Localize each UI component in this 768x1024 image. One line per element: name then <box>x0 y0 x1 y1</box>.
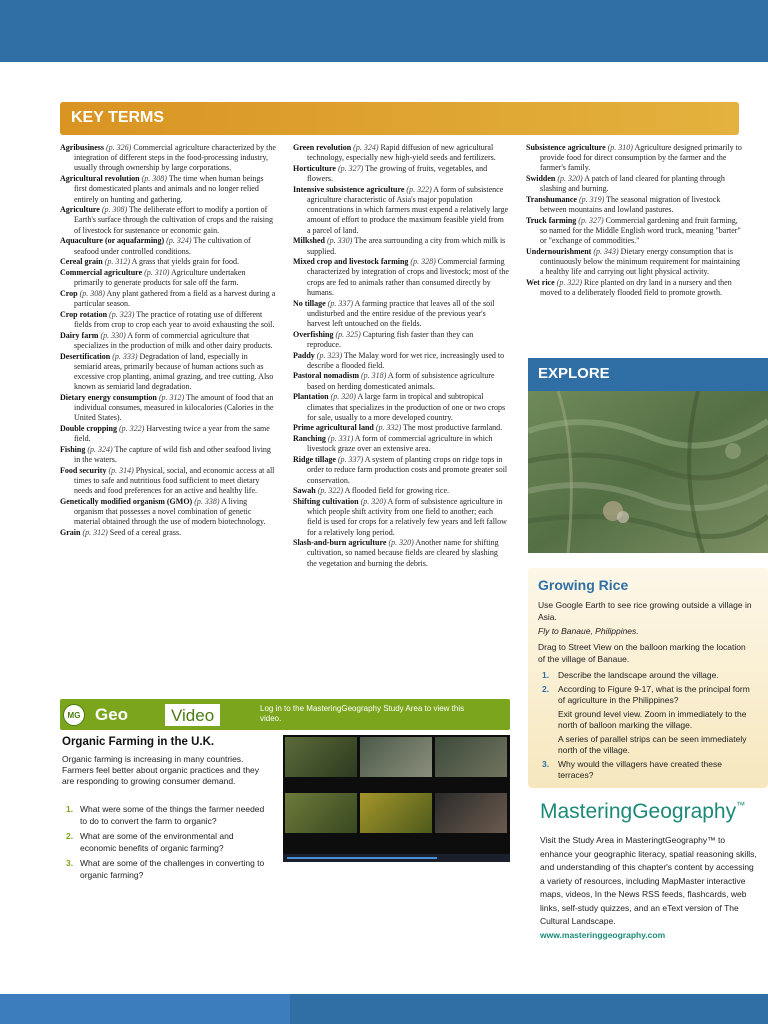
geovideo-logo-right: Video <box>165 704 220 726</box>
explore-activity-box <box>528 568 768 788</box>
key-term-entry <box>60 445 276 465</box>
key-term-name: Prime agricultural land <box>293 423 374 433</box>
key-term-entry <box>60 174 276 205</box>
key-terms-column-3 <box>526 143 742 299</box>
key-term-entry <box>293 392 509 423</box>
video-thumbnail[interactable] <box>435 737 507 777</box>
key-term-name: Crop <box>60 288 78 298</box>
video-thumbnail[interactable] <box>360 793 432 833</box>
key-term-name: Ridge tillage <box>293 455 336 465</box>
key-term-definition: A large farm in tropical and subtropical climates that specializes in the production of one or two crops for sale, usually to a more developed country. <box>307 392 506 422</box>
key-term-entry <box>526 216 742 247</box>
explore-step: 1. Describe the landscape around the village. <box>542 670 719 680</box>
key-term-name: Desertification <box>60 351 111 361</box>
key-terms-column-2 <box>293 143 509 569</box>
key-term-name: Aquaculture (or aquafarming) <box>60 236 165 246</box>
explore-intro: Use Google Earth to see rice growing outside a village in Asia. <box>538 600 752 622</box>
explore-steps <box>542 670 757 784</box>
key-term-page: (p. 320) <box>330 392 356 402</box>
key-term-entry <box>60 143 276 174</box>
key-term-definition: A living organism that possesses a novel combination of genetic material obtained through the use of modern biotechnology. <box>74 496 266 527</box>
key-term-page: (p. 343) <box>593 247 619 257</box>
key-term-page: (p. 318) <box>361 371 387 381</box>
key-term-definition: Degradation of land, especially in semiarid areas, primarily because of human actions such as excessive crop planting, animal grazing, and tree cutting. Also known as semiarid land degradation. <box>74 351 274 392</box>
key-term-page: (p. 327) <box>578 215 604 225</box>
key-term-name: Double cropping <box>60 423 117 433</box>
key-term-page: (p. 310) <box>144 267 170 277</box>
key-term-entry <box>293 299 509 330</box>
video-progress-bar[interactable] <box>287 857 437 859</box>
key-term-name: Swidden <box>526 174 556 184</box>
key-term-page: (p. 308) <box>141 174 167 184</box>
explore-fly-to: Fly to Banaue, Philippines. <box>538 626 639 636</box>
key-term-definition: Agriculture designed primarily to provide food for direct consumption by the farmer and the farmer's family. <box>540 143 742 173</box>
key-term-entry <box>293 371 509 391</box>
key-term-page: (p. 324) <box>353 143 379 152</box>
video-question: 3. What are some of the challenges in converting to organic farming? <box>66 858 265 880</box>
key-term-page: (p. 327) <box>337 163 364 173</box>
key-term-definition: A form of commercial agriculture in which livestock graze over an extensive area. <box>307 434 493 454</box>
key-term-page: (p. 322) <box>118 423 145 433</box>
key-term-name: Agribusiness <box>60 143 105 152</box>
key-term-entry <box>60 310 276 330</box>
key-term-page: (p. 310) <box>607 143 633 152</box>
key-term-name: Slash-and-burn agriculture <box>293 538 387 548</box>
key-term-definition: A form of commercial agriculture that specializes in the production of milk and other dairy products. <box>74 330 273 350</box>
key-term-definition: The amount of food that an individual consumes, measured in kilocalories (Calories in the United States). <box>74 392 274 423</box>
key-term-name: Wet rice <box>526 278 555 288</box>
key-term-definition: A form of subsistence agriculture in which people shift activity from one field to another; each field is used for crops for a relatively few years and left fallow for a relatively long period. <box>307 496 507 537</box>
key-term-page: (p. 312) <box>104 257 131 267</box>
key-term-page: (p. 332) <box>375 423 402 433</box>
key-term-page: (p. 308) <box>101 205 128 215</box>
video-thumbnail[interactable] <box>360 737 432 777</box>
key-term-name: Crop rotation <box>60 309 108 319</box>
key-term-definition: A form of subsistence agriculture characteristic of Asia's major population concentrations in which farmers must expend a relatively large amount of effort to produce the maximum feasible yield from a parcel of land. <box>307 184 509 235</box>
top-color-bar <box>0 0 768 62</box>
key-term-page: (p. 323) <box>109 309 135 319</box>
key-term-definition: Rapid diffusion of new agricultural technology, especially new high-yield seeds and fertilizers. <box>307 143 496 163</box>
key-term-definition: Rice planted on dry land in a nursery and then moved to a deliberately flooded field to promote growth. <box>540 278 732 298</box>
key-term-page: (p. 320) <box>388 538 414 548</box>
key-term-page: (p. 333) <box>112 351 138 361</box>
key-term-page: (p. 322) <box>317 486 344 496</box>
key-term-definition: The seasonal migration of livestock between mountains and lowland pastures. <box>540 195 721 215</box>
key-term-name: Shifting cultivation <box>293 496 359 506</box>
key-term-page: (p. 312) <box>158 392 185 402</box>
key-term-name: Overfishing <box>293 329 334 339</box>
key-term-entry <box>526 195 742 215</box>
explore-activity-title: Growing Rice <box>538 577 629 593</box>
explore-step: 3. Why would the villagers have created these terraces? <box>542 759 722 780</box>
key-term-entry <box>293 538 509 569</box>
key-term-definition: The time when human beings first domesticated plants and animals and no longer relied entirely on hunting and gathering. <box>74 174 264 204</box>
key-term-page: (p. 331) <box>327 434 354 444</box>
explore-sub-note: Exit ground level view. Zoom in immediately to the north of balloon marking the village. <box>558 709 747 730</box>
key-term-entry <box>60 205 276 236</box>
key-term-page: (p. 320) <box>360 496 386 506</box>
key-term-entry <box>60 466 276 497</box>
key-term-name: No tillage <box>293 298 326 308</box>
key-term-page: (p. 330) <box>100 330 126 340</box>
key-term-page: (p. 324) <box>166 236 192 246</box>
video-player[interactable] <box>283 735 510 862</box>
key-term-page: (p. 319) <box>578 195 605 205</box>
video-title: Organic Farming in the U.K. <box>62 736 215 748</box>
explore-title: EXPLORE <box>538 365 610 382</box>
key-term-definition: The Malay word for wet rice, increasingly used to describe a flooded field. <box>307 350 505 370</box>
key-term-definition: The growing of fruits, vegetables, and flowers. <box>307 163 488 184</box>
key-terms-title: KEY TERMS <box>71 109 165 126</box>
key-term-name: Ranching <box>293 434 326 444</box>
key-term-name: Horticulture <box>293 163 336 173</box>
key-term-page: (p. 308) <box>79 288 105 298</box>
video-question: 1. What were some of the things the farmer needed to do to convert the farm to organic? <box>66 804 265 826</box>
key-term-entry <box>60 236 276 256</box>
geovideo-login-text: Log in to the MasteringGeography Study Area to view this video. <box>260 704 465 723</box>
mastering-geography-title: MasteringGeography™ <box>540 800 746 823</box>
key-term-name: Milkshed <box>293 236 326 246</box>
geovideo-logo-left: Geo <box>95 705 129 724</box>
key-term-definition: Commercial agriculture characterized by the integration of different steps in the food-processing industry, usually through ownership by large corporations. <box>74 143 276 173</box>
key-term-page: (p. 330) <box>327 236 353 246</box>
key-term-name: Pastoral nomadism <box>293 371 359 381</box>
key-term-entry <box>60 352 276 393</box>
key-term-name: Undernourishment <box>526 247 592 257</box>
key-term-definition: Any plant gathered from a field as a harvest during a particular season. <box>74 288 276 309</box>
key-term-entry <box>293 434 509 454</box>
key-term-definition: A patch of land cleared for planting through slashing and burning. <box>540 174 725 194</box>
key-term-definition: The deliberate effort to modify a portion of Earth's surface through the cultivation of crops and the raising of livestock for sustenance or economic gain. <box>74 205 273 235</box>
key-term-definition: A farming practice that leaves all of the soil undisturbed and the entire residue of the previous year's harvest left untouched on the fields. <box>307 298 495 328</box>
key-term-definition: The cultivation of seafood under controlled conditions. <box>74 236 251 256</box>
video-thumbnail[interactable] <box>285 793 357 833</box>
key-term-name: Agriculture <box>60 205 100 215</box>
key-term-entry <box>60 257 276 267</box>
key-term-page: (p. 312) <box>82 528 108 538</box>
video-questions <box>66 804 272 885</box>
video-thumbnail[interactable] <box>435 793 507 833</box>
key-term-page: (p. 322) <box>406 184 432 194</box>
video-thumbnail[interactable] <box>285 737 357 777</box>
key-term-entry <box>293 185 509 236</box>
key-term-page: (p. 323) <box>316 350 343 360</box>
explore-drag-instruction: Drag to Street View on the balloon marking the location of the village of Banaue. <box>538 642 746 664</box>
key-term-entry <box>526 143 742 174</box>
key-term-name: Agricultural revolution <box>60 174 140 184</box>
key-term-name: Transhumance <box>526 195 577 205</box>
key-term-definition: The most productive farmland. <box>403 423 503 433</box>
key-term-page: (p. 322) <box>556 278 582 288</box>
key-term-name: Cereal grain <box>60 257 103 267</box>
key-term-definition: Commercial farming characterized by integration of crops and livestock; most of the crops are fed to animals rather than consumed directly by humans. <box>307 257 509 297</box>
key-term-name: Food security <box>60 465 107 475</box>
key-term-entry <box>293 257 509 298</box>
key-term-definition: Commercial gardening and fruit farming, so named for the Middle English word truck, meaning "barter" or "exchange of commodities." <box>540 215 741 246</box>
key-term-definition: Agriculture undertaken primarily to generate products for sale off the farm. <box>74 267 246 288</box>
key-term-entry <box>526 278 742 298</box>
key-term-page: (p. 324) <box>87 444 113 454</box>
key-term-entry <box>293 330 509 350</box>
mastering-geography-badge-icon: MG <box>63 704 85 726</box>
key-term-name: Intensive subsistence agriculture <box>293 184 405 194</box>
key-term-entry <box>60 268 276 288</box>
key-term-definition: The practice of rotating use of different fields from crop to crop each year to avoid exhausting the soil. <box>74 309 275 329</box>
video-question: 2. What are some of the environmental and economic benefits of organic farming? <box>66 831 234 853</box>
key-term-definition: A system of planting crops on ridge tops in order to reduce farm production costs and promote greater soil conservation. <box>307 455 508 485</box>
explore-sub-note: A series of parallel strips can be seen immediately north of the village. <box>558 734 747 755</box>
mastering-geography-link[interactable]: www.masteringgeography.com <box>540 929 666 940</box>
key-term-page: (p. 326) <box>106 143 132 152</box>
key-term-name: Plantation <box>293 392 329 402</box>
key-term-entry <box>526 247 742 278</box>
key-term-entry <box>293 455 509 486</box>
bottom-color-bar <box>0 994 768 1024</box>
key-term-entry <box>293 236 509 256</box>
key-term-page: (p. 338) <box>194 496 220 506</box>
key-term-page: (p. 325) <box>335 329 361 339</box>
key-term-definition: Another name for shifting cultivation, so named because fields are cleared by slashing the vegetation and burning the debris. <box>307 538 499 568</box>
key-term-definition: Physical, social, and economic access at all times to safe and nutritious food sufficient to meet dietary needs and food preferences for an active and healthy life. <box>74 465 275 496</box>
key-term-definition: Harvesting twice a year from the same field. <box>74 423 270 444</box>
key-term-entry <box>60 424 276 444</box>
key-term-name: Dairy farm <box>60 330 99 340</box>
key-term-entry <box>60 528 276 538</box>
geovideo-banner <box>60 699 510 730</box>
key-term-entry <box>293 143 509 163</box>
key-term-name: Green revolution <box>293 143 352 152</box>
key-term-page: (p. 314) <box>108 465 134 475</box>
video-intro: Organic farming is increasing in many countries. Farmers feel better about organic practices and they are responding to growing consumer demand. <box>62 754 260 786</box>
key-term-entry <box>526 174 742 194</box>
explore-step: 2. According to Figure 9-17, what is the principal form of agriculture in the Philippines? <box>542 684 750 705</box>
rice-terraces-satellite-image <box>528 391 768 553</box>
key-term-entry <box>293 423 509 433</box>
key-term-name: Dietary energy consumption <box>60 392 157 402</box>
explore-header <box>528 358 768 391</box>
key-term-entry <box>60 393 276 424</box>
key-term-name: Sawah <box>293 486 316 496</box>
key-term-page: (p. 337) <box>337 455 364 465</box>
key-term-entry <box>293 486 509 496</box>
key-term-entry <box>60 331 276 351</box>
key-term-name: Subsistence agriculture <box>526 143 606 152</box>
key-term-definition: Capturing fish faster than they can reproduce. <box>307 329 474 349</box>
key-term-name: Mixed crop and livestock farming <box>293 257 409 267</box>
key-term-page: (p. 328) <box>410 257 436 267</box>
key-term-name: Grain <box>60 528 81 538</box>
key-term-definition: A form of subsistence agriculture based on herding domesticated animals. <box>307 371 495 391</box>
key-term-definition: The capture of wild fish and other seafood living in the waters. <box>74 444 271 465</box>
key-term-name: Fishing <box>60 444 86 454</box>
key-term-page: (p. 337) <box>327 298 353 308</box>
key-term-entry <box>293 164 509 184</box>
key-term-entry <box>60 497 276 528</box>
key-term-name: Truck farming <box>526 215 577 225</box>
key-terms-column-1 <box>60 143 276 539</box>
key-terms-banner <box>60 102 739 135</box>
mastering-geography-text: Visit the Study Area in MasteringtGeography™ to enhance your geographic literacy, spatial reasoning skills, and understanding of this chapter's content by accessing a variety of resources, including MapMaster interactive maps, videos, In the News RSS feeds, flashcards, web links, self-study quizzes, and an eText version of The Cultural Landscape. www.masteringgeography.com <box>540 834 760 942</box>
key-term-definition: Dietary energy consumption that is continuously below the minimum requirement for maintaining a healthy life and carrying out light physical activity. <box>540 247 740 277</box>
key-term-definition: Seed of a cereal grass. <box>109 528 182 538</box>
key-term-name: Commercial agriculture <box>60 267 143 277</box>
key-term-definition: A flooded field for growing rice. <box>344 486 449 496</box>
key-term-name: Genetically modified organism (GMO) <box>60 496 193 506</box>
key-term-definition: The area surrounding a city from which milk is supplied. <box>307 236 506 256</box>
key-term-definition: A grass that yields grain for food. <box>131 257 239 267</box>
key-term-entry <box>293 497 509 538</box>
key-term-page: (p. 320) <box>557 174 583 184</box>
video-controls[interactable] <box>283 854 510 862</box>
key-term-entry <box>60 289 276 309</box>
key-term-name: Paddy <box>293 350 315 360</box>
key-term-entry <box>293 351 509 371</box>
